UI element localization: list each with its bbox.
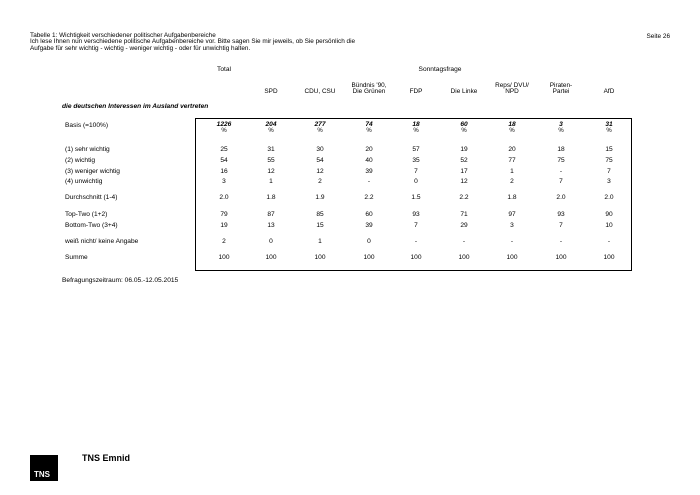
table-cell: -	[414, 238, 418, 245]
table-row	[0, 121, 700, 134]
row-label: Summe	[65, 254, 88, 261]
column-header-line: Die Linke	[450, 87, 478, 95]
table-cell: 35	[412, 157, 420, 164]
table-cell: 2	[222, 238, 226, 245]
table-cell: 13	[267, 222, 275, 229]
table-cell: 7	[559, 178, 563, 185]
percent-sign: %	[606, 128, 612, 134]
table-cell: 90	[605, 211, 613, 218]
table-cell: 100	[363, 254, 375, 261]
group-label: Sonntagsfrage	[418, 66, 462, 73]
logo-name: TNS Emnid	[82, 453, 131, 463]
column-header	[536, 77, 586, 95]
table-cell: 1.9	[315, 194, 325, 201]
column-header-line: Reps/ DVU/	[495, 81, 529, 89]
table-cell: 97	[508, 211, 516, 218]
percent-sign: %	[413, 128, 419, 134]
row-label: (2) wichtig	[65, 157, 96, 164]
table-cell: 10	[605, 222, 613, 229]
row-label: weiß nicht/ keine Angabe	[65, 238, 139, 245]
percent-sign: %	[317, 128, 323, 134]
table-cell: 100	[603, 254, 615, 261]
table-cell: 100	[265, 254, 277, 261]
table-cell: 100	[458, 254, 470, 261]
tns-logo	[30, 455, 58, 481]
question-line-1: Ich lese Ihnen nun verschiedene politische Aufgabenbereiche vor. Bitte sagen Sie mir jeweils, ob Sie persönlich die	[30, 38, 356, 46]
table-cell: 71	[460, 211, 468, 218]
table-cell: 55	[267, 157, 275, 164]
column-header	[246, 77, 296, 95]
table-cell: 2.0	[556, 194, 566, 201]
table-cell	[351, 122, 387, 134]
table-cell: 52	[460, 157, 468, 164]
column-header	[391, 77, 441, 95]
table-cell: 2.0	[604, 194, 614, 201]
row-label: (1) sehr wichtig	[65, 146, 110, 153]
percent-sign: %	[461, 128, 467, 134]
row-label: (3) weniger wichtig	[65, 168, 120, 175]
base-count: 74	[365, 121, 373, 128]
column-header	[295, 77, 345, 95]
table-cell: 16	[220, 168, 228, 175]
column-header-line: SPD	[264, 87, 278, 95]
base-count: 277	[314, 121, 326, 128]
table-cell: 20	[365, 146, 373, 153]
table-cell: 0	[367, 238, 371, 245]
table-cell: 100	[218, 254, 230, 261]
table-cell: 3	[510, 222, 514, 229]
table-cell: 3	[222, 178, 226, 185]
table-cell: 7	[607, 168, 611, 175]
table-cell: 0	[269, 238, 273, 245]
table-cell: 1.8	[266, 194, 276, 201]
percent-sign: %	[366, 128, 372, 134]
table-cell	[446, 122, 482, 134]
table-cell: 54	[316, 157, 324, 164]
table-cell: 1	[318, 238, 322, 245]
base-count: 60	[460, 121, 468, 128]
row-label: (4) unwichtig	[65, 178, 103, 185]
column-header-line: NPD	[505, 87, 519, 95]
table-header	[30, 33, 500, 52]
table-cell: 25	[220, 146, 228, 153]
table-cell: 87	[267, 211, 275, 218]
table-cell: 15	[316, 222, 324, 229]
table-cell: 31	[267, 146, 275, 153]
table-cell: 12	[316, 168, 324, 175]
table-cell	[494, 122, 530, 134]
table-cell: 29	[460, 222, 468, 229]
table-cell: 40	[365, 157, 373, 164]
table-cell: 3	[607, 178, 611, 185]
table-cell	[206, 122, 242, 134]
table-cell: 60	[365, 211, 373, 218]
table-cell: 0	[414, 178, 418, 185]
table-cell: 19	[220, 222, 228, 229]
table-cell: -	[559, 238, 563, 245]
table-cell: 100	[506, 254, 518, 261]
table-cell: 54	[220, 157, 228, 164]
table-cell: 2.0	[219, 194, 229, 201]
table-cell: 1.8	[507, 194, 517, 201]
table-cell: 100	[314, 254, 326, 261]
table-cell: -	[510, 238, 514, 245]
row-label: Top-Two (1+2)	[65, 211, 108, 218]
column-header-line: FDP	[409, 87, 423, 95]
column-header-line: Piraten-	[549, 81, 573, 89]
column-header	[584, 77, 634, 95]
section-label: die deutschen Interessen im Ausland vertreten	[62, 103, 209, 110]
table-cell: 30	[316, 146, 324, 153]
table-title: Tabelle 1: Wichtigkeit verschiedener politischer Aufgabenbereiche	[30, 32, 216, 39]
table-cell: 1	[269, 178, 273, 185]
table-cell: -	[559, 168, 563, 175]
table-cell	[398, 122, 434, 134]
total-label: Total	[217, 66, 231, 73]
base-count: 18	[412, 121, 420, 128]
table-row	[0, 254, 700, 263]
table-cell: 39	[365, 168, 373, 175]
table-row	[0, 211, 700, 220]
table-cell: -	[367, 178, 371, 185]
table-cell: 100	[410, 254, 422, 261]
percent-sign: %	[268, 128, 274, 134]
table-cell: 18	[557, 146, 565, 153]
table-cell: 2.2	[364, 194, 374, 201]
table-cell: 2.2	[459, 194, 469, 201]
table-row	[0, 238, 700, 247]
table-cell: 1.5	[411, 194, 421, 201]
table-row	[0, 222, 700, 231]
row-label: Basis (=100%)	[65, 122, 109, 129]
table-row	[0, 168, 700, 177]
table-row	[0, 157, 700, 166]
table-cell: 19	[460, 146, 468, 153]
table-cell	[591, 122, 627, 134]
column-header-line: Bündnis '90,	[351, 81, 387, 89]
table-cell: 39	[365, 222, 373, 229]
base-count: 18	[508, 121, 516, 128]
table-cell: -	[607, 238, 611, 245]
percent-sign: %	[221, 128, 227, 134]
table-cell: 2	[318, 178, 322, 185]
base-count: 1226	[216, 121, 232, 128]
column-header-line: AfD	[603, 87, 615, 95]
column-header-line: Die Grünen	[352, 87, 386, 95]
table-cell: 93	[412, 211, 420, 218]
logo-box-text: TNS	[34, 470, 50, 479]
table-cell: 93	[557, 211, 565, 218]
percent-sign: %	[509, 128, 515, 134]
table-cell: 75	[605, 157, 613, 164]
row-label: Durchschnitt (1-4)	[65, 194, 118, 201]
column-header	[344, 77, 394, 95]
table-cell: -	[462, 238, 466, 245]
table-cell: 7	[559, 222, 563, 229]
table-cell: 79	[220, 211, 228, 218]
table-cell: 12	[267, 168, 275, 175]
page-number: Seite 26	[646, 33, 670, 40]
footnote: Befragungszeitraum: 06.05.-12.05.2015	[62, 277, 179, 284]
table-cell: 75	[557, 157, 565, 164]
base-count: 31	[605, 121, 613, 128]
table-cell	[302, 122, 338, 134]
row-label: Bottom-Two (3+4)	[65, 222, 118, 229]
column-header	[439, 77, 489, 95]
table-row	[0, 194, 700, 203]
table-cell: 7	[414, 222, 418, 229]
table-cell: 77	[508, 157, 516, 164]
table-cell	[543, 122, 579, 134]
table-cell: 2	[510, 178, 514, 185]
table-row	[0, 178, 700, 187]
table-cell: 15	[605, 146, 613, 153]
table-cell: 20	[508, 146, 516, 153]
table-cell: 85	[316, 211, 324, 218]
base-count: 204	[265, 121, 277, 128]
percent-sign: %	[558, 128, 564, 134]
table-cell: 100	[555, 254, 567, 261]
column-header-line: Partei	[552, 87, 570, 95]
question-line-2: Aufgabe für sehr wichtig - wichtig - weniger wichtig - oder für unwichtig halten.	[30, 44, 251, 52]
column-header-line: CDU, CSU	[304, 87, 336, 95]
base-count: 3	[559, 121, 563, 128]
column-header	[487, 77, 537, 95]
table-row	[0, 146, 700, 155]
table-cell: 1	[510, 168, 514, 175]
table-cell: 57	[412, 146, 420, 153]
table-cell: 12	[460, 178, 468, 185]
table-cell: 17	[460, 168, 468, 175]
table-cell: 7	[414, 168, 418, 175]
table-cell	[253, 122, 289, 134]
